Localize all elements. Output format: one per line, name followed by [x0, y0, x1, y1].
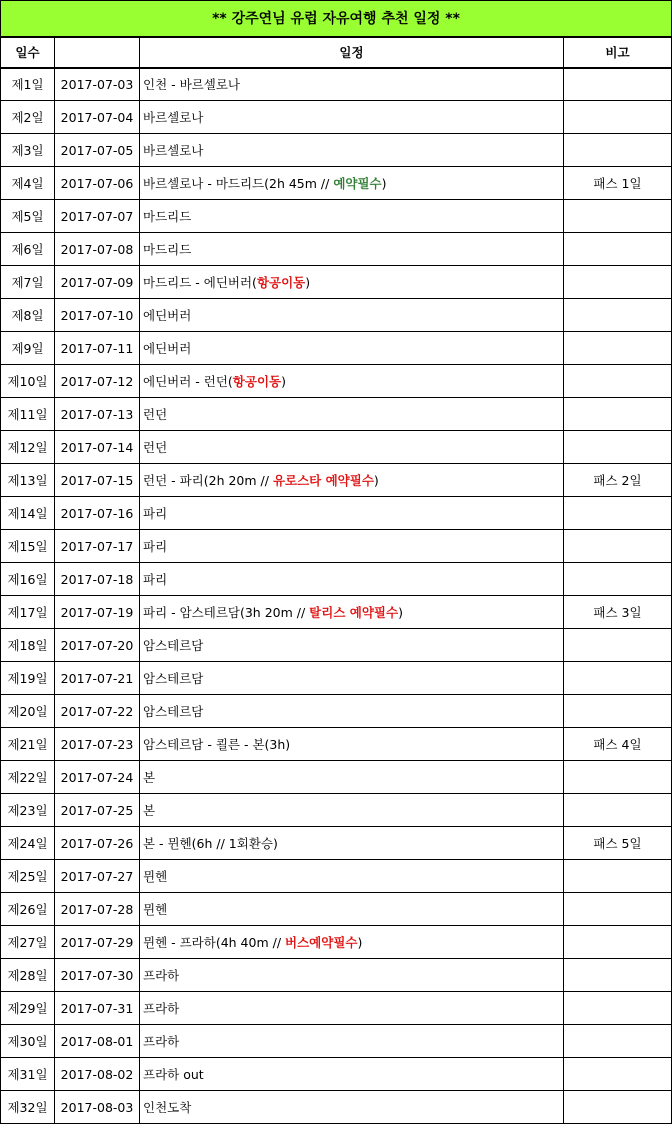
- day-cell: 제22일: [1, 761, 55, 794]
- table-row: [1, 134, 672, 167]
- plan-cell: [140, 200, 564, 233]
- date-cell: 2017-07-03: [55, 68, 140, 101]
- note-cell: [564, 695, 672, 728]
- note-cell: [564, 365, 672, 398]
- table-row: [1, 827, 672, 860]
- date-cell: 2017-07-18: [55, 563, 140, 596]
- plan-text: 암스테르담 - 쾰른 - 본(3h): [143, 737, 291, 752]
- day-cell: 제1일: [1, 68, 55, 101]
- table-row: [1, 365, 672, 398]
- plan-text: 파리: [143, 572, 168, 587]
- date-cell: 2017-07-16: [55, 497, 140, 530]
- day-cell: 제18일: [1, 629, 55, 662]
- date-cell: 2017-07-04: [55, 101, 140, 134]
- table-row: [1, 101, 672, 134]
- plan-cell: [140, 464, 564, 497]
- note-cell: [564, 662, 672, 695]
- plan-text: 본 - 뮌헨(6h // 1회환승): [143, 836, 278, 851]
- table-row: [1, 1058, 672, 1091]
- plan-text: 프라하: [143, 968, 180, 983]
- plan-cell: [140, 827, 564, 860]
- plan-tail: ): [398, 605, 403, 620]
- day-cell: 제13일: [1, 464, 55, 497]
- note-cell: [564, 1058, 672, 1091]
- day-cell: 제3일: [1, 134, 55, 167]
- table-row: [1, 629, 672, 662]
- day-cell: 제16일: [1, 563, 55, 596]
- day-cell: 제4일: [1, 167, 55, 200]
- plan-cell: [140, 728, 564, 761]
- plan-text: 바르셀로나 - 마드리드(2h 45m //: [143, 176, 334, 191]
- plan-highlight: 항공이동: [256, 275, 306, 290]
- table-row: [1, 68, 672, 101]
- date-cell: 2017-08-03: [55, 1091, 140, 1124]
- plan-text: 에딘버러: [143, 308, 192, 323]
- plan-text: 런던: [143, 440, 168, 455]
- plan-tail: ): [381, 176, 387, 191]
- note-cell: [564, 1091, 672, 1124]
- table-row: [1, 959, 672, 992]
- plan-text: 인천도착: [143, 1100, 192, 1115]
- table-row: [1, 497, 672, 530]
- table-row: [1, 563, 672, 596]
- date-cell: 2017-07-24: [55, 761, 140, 794]
- date-cell: 2017-07-30: [55, 959, 140, 992]
- date-cell: 2017-07-28: [55, 893, 140, 926]
- plan-cell: [140, 497, 564, 530]
- day-cell: 제19일: [1, 662, 55, 695]
- date-cell: 2017-07-25: [55, 794, 140, 827]
- note-cell: [564, 959, 672, 992]
- plan-text: 뮌헨 - 프라하(4h 40m //: [143, 935, 286, 950]
- table-row: [1, 167, 672, 200]
- table-row: [1, 893, 672, 926]
- plan-cell: [140, 266, 564, 299]
- table-row: [1, 1025, 672, 1058]
- day-cell: 제8일: [1, 299, 55, 332]
- plan-cell: [140, 398, 564, 431]
- plan-cell: [140, 695, 564, 728]
- date-cell: 2017-07-22: [55, 695, 140, 728]
- table-row: [1, 464, 672, 497]
- note-cell: [564, 68, 672, 101]
- day-cell: 제20일: [1, 695, 55, 728]
- plan-highlight: 버스예약필수: [285, 935, 358, 950]
- note-cell: [564, 200, 672, 233]
- table-row: [1, 728, 672, 761]
- plan-text: 암스테르담: [143, 671, 204, 686]
- day-cell: 제28일: [1, 959, 55, 992]
- plan-text: 마드리드 - 에딘버러(: [143, 275, 257, 290]
- plan-cell: [140, 1025, 564, 1058]
- table-row: [1, 332, 672, 365]
- day-cell: 제10일: [1, 365, 55, 398]
- note-cell: [564, 398, 672, 431]
- date-cell: 2017-07-12: [55, 365, 140, 398]
- table-row: [1, 860, 672, 893]
- date-cell: 2017-07-09: [55, 266, 140, 299]
- day-cell: 제11일: [1, 398, 55, 431]
- date-cell: 2017-07-17: [55, 530, 140, 563]
- plan-text: 뮌헨: [143, 869, 168, 884]
- date-cell: 2017-07-08: [55, 233, 140, 266]
- plan-text: 파리: [143, 506, 168, 521]
- date-cell: 2017-07-13: [55, 398, 140, 431]
- note-cell: [564, 299, 672, 332]
- header-day: 일수: [1, 37, 55, 68]
- date-cell: 2017-07-14: [55, 431, 140, 464]
- date-cell: 2017-07-07: [55, 200, 140, 233]
- plan-text: 런던 - 파리(2h 20m //: [143, 473, 273, 488]
- plan-cell: [140, 1091, 564, 1124]
- note-cell: [564, 233, 672, 266]
- date-cell: 2017-07-23: [55, 728, 140, 761]
- day-cell: 제24일: [1, 827, 55, 860]
- header-date: [55, 37, 140, 68]
- plan-highlight: 유로스타 예약필수: [272, 473, 374, 488]
- plan-text: 에딘버러 - 런던(: [143, 374, 233, 389]
- plan-text: 인천 - 바르셀로나: [143, 77, 240, 93]
- date-cell: 2017-07-06: [55, 167, 140, 200]
- plan-tail: ): [281, 374, 286, 389]
- plan-cell: [140, 365, 564, 398]
- note-cell: [564, 431, 672, 464]
- plan-text: 본: [143, 803, 156, 818]
- day-cell: 제12일: [1, 431, 55, 464]
- note-cell: [564, 893, 672, 926]
- day-cell: 제21일: [1, 728, 55, 761]
- note-cell: [564, 101, 672, 134]
- note-cell: [564, 563, 672, 596]
- date-cell: 2017-07-15: [55, 464, 140, 497]
- day-cell: 제26일: [1, 893, 55, 926]
- plan-cell: [140, 596, 564, 629]
- note-cell: [564, 992, 672, 1025]
- note-cell: 패스 4일: [564, 728, 672, 761]
- table-row: [1, 398, 672, 431]
- note-cell: [564, 266, 672, 299]
- note-cell: [564, 530, 672, 563]
- note-cell: [564, 926, 672, 959]
- title-row: [1, 1, 672, 37]
- plan-cell: [140, 101, 564, 134]
- header-note: 비고: [564, 37, 672, 68]
- note-cell: [564, 860, 672, 893]
- note-cell: [564, 794, 672, 827]
- plan-text: 파리 - 암스테르담(3h 20m //: [143, 605, 310, 620]
- plan-cell: [140, 563, 564, 596]
- table-row: [1, 794, 672, 827]
- plan-cell: [140, 167, 564, 200]
- plan-cell: [140, 860, 564, 893]
- plan-cell: [140, 1058, 564, 1091]
- date-cell: 2017-07-27: [55, 860, 140, 893]
- day-cell: 제31일: [1, 1058, 55, 1091]
- day-cell: 제6일: [1, 233, 55, 266]
- note-cell: 패스 2일: [564, 464, 672, 497]
- date-cell: 2017-07-29: [55, 926, 140, 959]
- note-cell: [564, 629, 672, 662]
- note-cell: 패스 1일: [564, 167, 672, 200]
- date-cell: 2017-08-01: [55, 1025, 140, 1058]
- plan-cell: [140, 134, 564, 167]
- header-plan: 일정: [140, 37, 564, 68]
- date-cell: 2017-08-02: [55, 1058, 140, 1091]
- day-cell: 제23일: [1, 794, 55, 827]
- date-cell: 2017-07-21: [55, 662, 140, 695]
- plan-text: 파리: [143, 539, 168, 554]
- day-cell: 제30일: [1, 1025, 55, 1058]
- table-row: [1, 299, 672, 332]
- plan-cell: [140, 959, 564, 992]
- plan-cell: [140, 662, 564, 695]
- plan-cell: [140, 794, 564, 827]
- day-cell: 제17일: [1, 596, 55, 629]
- note-cell: [564, 1025, 672, 1058]
- day-cell: 제7일: [1, 266, 55, 299]
- plan-cell: [140, 629, 564, 662]
- table-row: [1, 992, 672, 1025]
- plan-tail: ): [357, 935, 363, 950]
- plan-highlight: 탈리스 예약필수: [309, 605, 399, 620]
- day-cell: 제25일: [1, 860, 55, 893]
- table-row: [1, 233, 672, 266]
- plan-text: 바르셀로나: [143, 143, 204, 158]
- plan-text: 뮌헨: [143, 902, 168, 917]
- plan-highlight: 예약필수: [333, 176, 382, 191]
- table-row: [1, 266, 672, 299]
- plan-text: 에딘버러: [143, 341, 192, 356]
- day-cell: 제27일: [1, 926, 55, 959]
- date-cell: 2017-07-31: [55, 992, 140, 1025]
- plan-text: 프라하: [143, 1001, 180, 1016]
- plan-cell: [140, 992, 564, 1025]
- note-cell: 패스 3일: [564, 596, 672, 629]
- day-cell: 제15일: [1, 530, 55, 563]
- day-cell: 제29일: [1, 992, 55, 1025]
- day-cell: 제14일: [1, 497, 55, 530]
- sheet-title: ** 강주연님 유럽 자유여행 추천 일정 **: [1, 1, 672, 37]
- day-cell: 제32일: [1, 1091, 55, 1124]
- plan-cell: [140, 332, 564, 365]
- date-cell: 2017-07-10: [55, 299, 140, 332]
- header-row: [1, 37, 672, 68]
- plan-cell: [140, 233, 564, 266]
- date-cell: 2017-07-26: [55, 827, 140, 860]
- table-row: [1, 662, 672, 695]
- plan-text: 본: [143, 770, 156, 785]
- date-cell: 2017-07-20: [55, 629, 140, 662]
- plan-text: 마드리드: [143, 209, 192, 224]
- note-cell: [564, 761, 672, 794]
- date-cell: 2017-07-11: [55, 332, 140, 365]
- table-row: [1, 200, 672, 233]
- table-row: [1, 530, 672, 563]
- plan-cell: [140, 530, 564, 563]
- note-cell: [564, 497, 672, 530]
- table-row: [1, 1091, 672, 1124]
- plan-text: 마드리드: [143, 242, 192, 257]
- plan-cell: [140, 299, 564, 332]
- plan-cell: [140, 761, 564, 794]
- plan-text: 프라하 out: [143, 1067, 204, 1082]
- plan-tail: ): [305, 275, 311, 290]
- plan-text: 런던: [143, 407, 168, 422]
- table-row: [1, 695, 672, 728]
- plan-text: 암스테르담: [143, 704, 204, 719]
- note-cell: [564, 134, 672, 167]
- table-row: [1, 761, 672, 794]
- plan-cell: [140, 926, 564, 959]
- day-cell: 제2일: [1, 101, 55, 134]
- plan-cell: [140, 68, 564, 101]
- plan-cell: [140, 893, 564, 926]
- table-row: [1, 431, 672, 464]
- plan-cell: [140, 431, 564, 464]
- plan-highlight: 항공이동: [232, 374, 282, 389]
- day-cell: 제9일: [1, 332, 55, 365]
- plan-text: 암스테르담: [143, 638, 204, 653]
- date-cell: 2017-07-05: [55, 134, 140, 167]
- note-cell: 패스 5일: [564, 827, 672, 860]
- plan-text: 바르셀로나: [143, 110, 204, 125]
- day-cell: 제5일: [1, 200, 55, 233]
- date-cell: 2017-07-19: [55, 596, 140, 629]
- plan-tail: ): [373, 473, 379, 488]
- note-cell: [564, 332, 672, 365]
- plan-text: 프라하: [143, 1034, 180, 1049]
- table-row: [1, 596, 672, 629]
- table-row: [1, 926, 672, 959]
